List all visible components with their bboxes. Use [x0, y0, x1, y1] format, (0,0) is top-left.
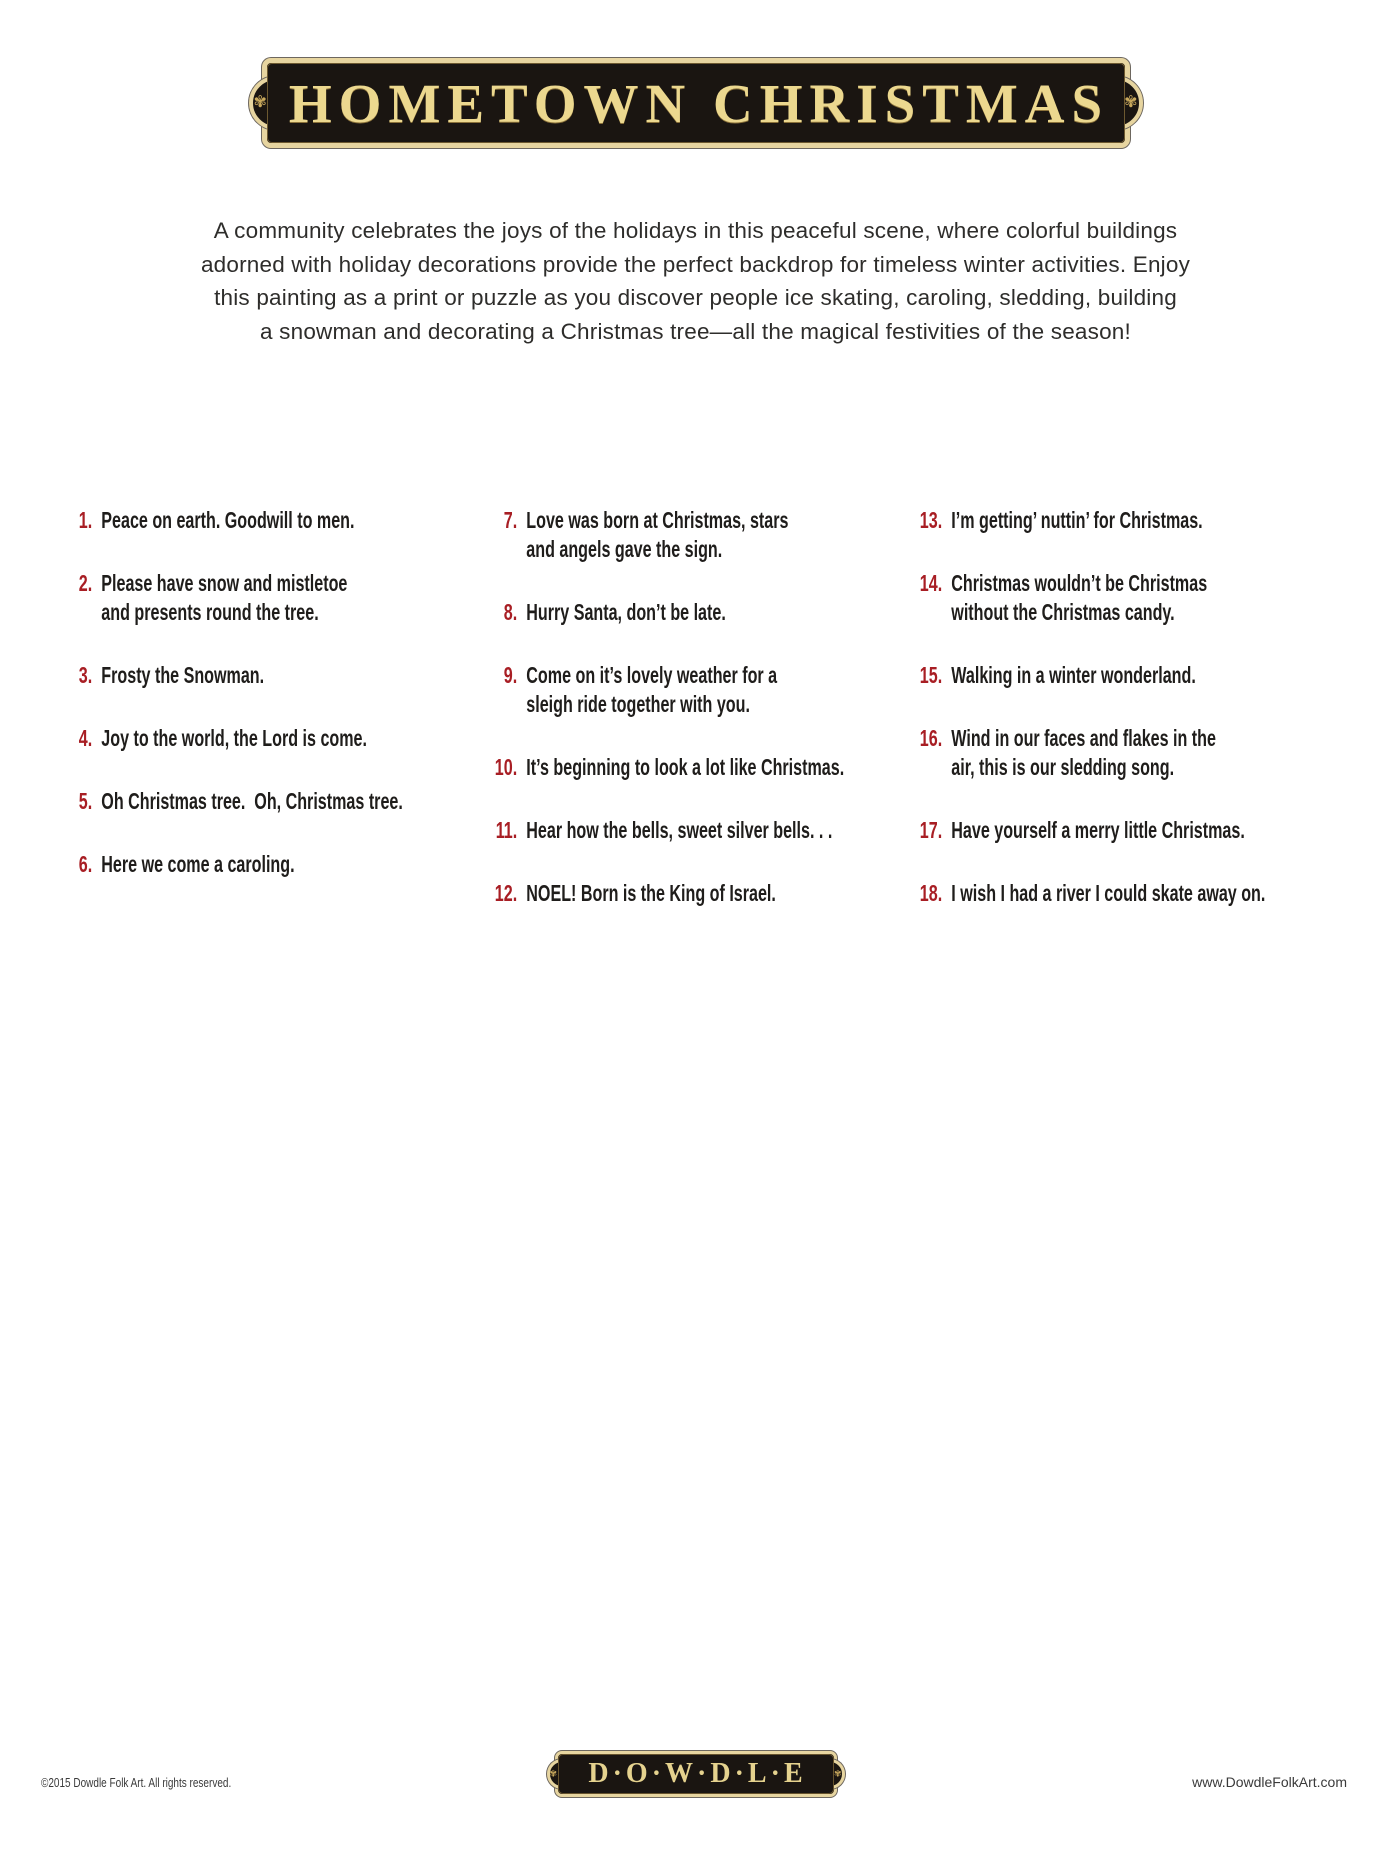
intro-line: this painting as a print or puzzle as you discover people ice skating, caroling, sledding, building	[214, 285, 1177, 310]
clue-number: 9.	[503, 662, 518, 688]
clue-number: 7.	[503, 507, 518, 533]
clue-number: 18.	[919, 880, 943, 906]
clue-number: 4.	[78, 725, 93, 751]
clue-text	[101, 506, 354, 535]
clue-number: 12.	[494, 880, 518, 906]
clue-item	[60, 850, 494, 879]
clue-text-line: sleigh ride together with you.	[526, 691, 750, 717]
clue-text	[526, 816, 832, 845]
clue-item	[485, 753, 919, 782]
clue-number: 6.	[78, 851, 93, 877]
clue-text-line: Come on it’s lovely weather for a	[526, 662, 778, 688]
clues	[0, 506, 1391, 986]
intro-line: a snowman and decorating a Christmas tree—all the magical festivities of the season!	[260, 318, 1131, 344]
clue-item	[60, 724, 494, 753]
clue-number: 8.	[503, 599, 518, 625]
clue-item	[910, 569, 1344, 627]
clue-text	[526, 598, 726, 627]
logo-text: D·O·W·D·L·E	[588, 1758, 807, 1789]
page-title: HOMETOWN CHRISTMAS	[288, 72, 1110, 134]
clue-text-line: I’m getting’ nuttin’ for Christmas.	[951, 507, 1203, 533]
title-plaque	[253, 58, 1138, 148]
clue-text-line: NOEL! Born is the King of Israel.	[526, 880, 776, 906]
footer-copyright: ©2015 Dowdle Folk Art. All rights reserved.	[41, 1776, 232, 1790]
clue-text-line: Here we come a caroling.	[101, 851, 295, 877]
clue-item	[910, 816, 1344, 845]
clue-text	[526, 879, 776, 908]
clue-text-line: Have yourself a merry little Christmas.	[951, 817, 1245, 843]
clue-number: 3.	[78, 662, 93, 688]
clue-text	[101, 724, 367, 753]
clue-text-line: Joy to the world, the Lord is come.	[101, 725, 367, 751]
clue-column	[910, 506, 1391, 942]
clue-text	[951, 661, 1196, 690]
intro-paragraph	[0, 214, 1391, 348]
fleur-ornament-icon: ✾	[253, 94, 267, 111]
clue-text	[951, 816, 1245, 845]
clue-text-line: Walking in a winter wonderland.	[951, 662, 1196, 688]
clue-number: 2.	[78, 570, 93, 596]
clue-number: 17.	[919, 817, 943, 843]
flyer-page	[0, 58, 1391, 1858]
intro-line: A community celebrates the joys of the holidays in this peaceful scene, where colorful buildings	[213, 218, 1178, 243]
clue-text-line: Wind in our faces and flakes in the	[951, 725, 1216, 751]
clue-text-line: and angels gave the sign.	[526, 536, 723, 562]
clue-text-line: Hear how the bells, sweet silver bells. . .	[526, 817, 833, 843]
clue-number: 11.	[495, 817, 518, 843]
clue-text	[101, 569, 347, 627]
fleur-ornament-icon: ✾	[833, 1768, 842, 1779]
clue-item	[485, 816, 919, 845]
fleur-ornament-icon: ✾	[1124, 94, 1138, 111]
clue-item	[910, 724, 1344, 782]
clue-text-line: It’s beginning to look a lot like Christmas.	[526, 754, 845, 780]
clue-text-line: without the Christmas candy.	[951, 599, 1175, 625]
fleur-ornament-icon: ✾	[549, 1768, 558, 1779]
clue-text	[951, 506, 1202, 535]
clue-text	[101, 661, 264, 690]
clue-item	[60, 787, 494, 816]
clue-text-line: air, this is our sledding song.	[951, 754, 1175, 780]
clue-number: 10.	[494, 754, 518, 780]
clue-text	[526, 753, 844, 782]
clue-number: 13.	[919, 507, 943, 533]
clue-text	[951, 724, 1216, 782]
clue-number: 16.	[919, 725, 943, 751]
clue-item	[485, 661, 919, 719]
clue-number: 1.	[78, 507, 93, 533]
clue-text	[101, 850, 294, 879]
clue-number: 15.	[919, 662, 943, 688]
footer-website: www.DowdleFolkArt.com	[1192, 1774, 1347, 1790]
clue-text	[526, 506, 788, 564]
clue-text-line: Frosty the Snowman.	[101, 662, 265, 688]
clue-item	[910, 879, 1344, 908]
clue-text	[951, 569, 1207, 627]
intro-line: adorned with holiday decorations provide the perfect backdrop for timeless winter activities. Enjoy	[200, 251, 1191, 277]
clue-text-line: Hurry Santa, don’t be late.	[526, 599, 726, 625]
clue-text	[526, 661, 777, 719]
clue-text-line: Please have snow and mistletoe	[101, 570, 348, 596]
clue-text	[101, 787, 403, 816]
clue-text-line: Love was born at Christmas, stars	[526, 507, 789, 533]
clue-item	[910, 661, 1344, 690]
clue-item	[485, 598, 919, 627]
dowdle-logo-plaque	[549, 1751, 842, 1797]
clue-text-line: Peace on earth. Goodwill to men.	[101, 507, 355, 533]
clue-item	[485, 879, 919, 908]
clue-text-line: Oh Christmas tree. Oh, Christmas tree.	[101, 788, 403, 814]
clue-number: 5.	[78, 788, 93, 814]
clue-item	[485, 506, 919, 564]
clue-text-line: and presents round the tree.	[101, 599, 319, 625]
clue-item	[60, 506, 494, 535]
clue-text-line: I wish I had a river I could skate away on.	[951, 880, 1266, 906]
clue-item	[60, 569, 494, 627]
clue-number: 14.	[919, 570, 943, 596]
clue-item	[910, 506, 1344, 535]
clue-item	[60, 661, 494, 690]
clue-text-line: Christmas wouldn’t be Christmas	[951, 570, 1208, 596]
clue-text	[951, 879, 1265, 908]
